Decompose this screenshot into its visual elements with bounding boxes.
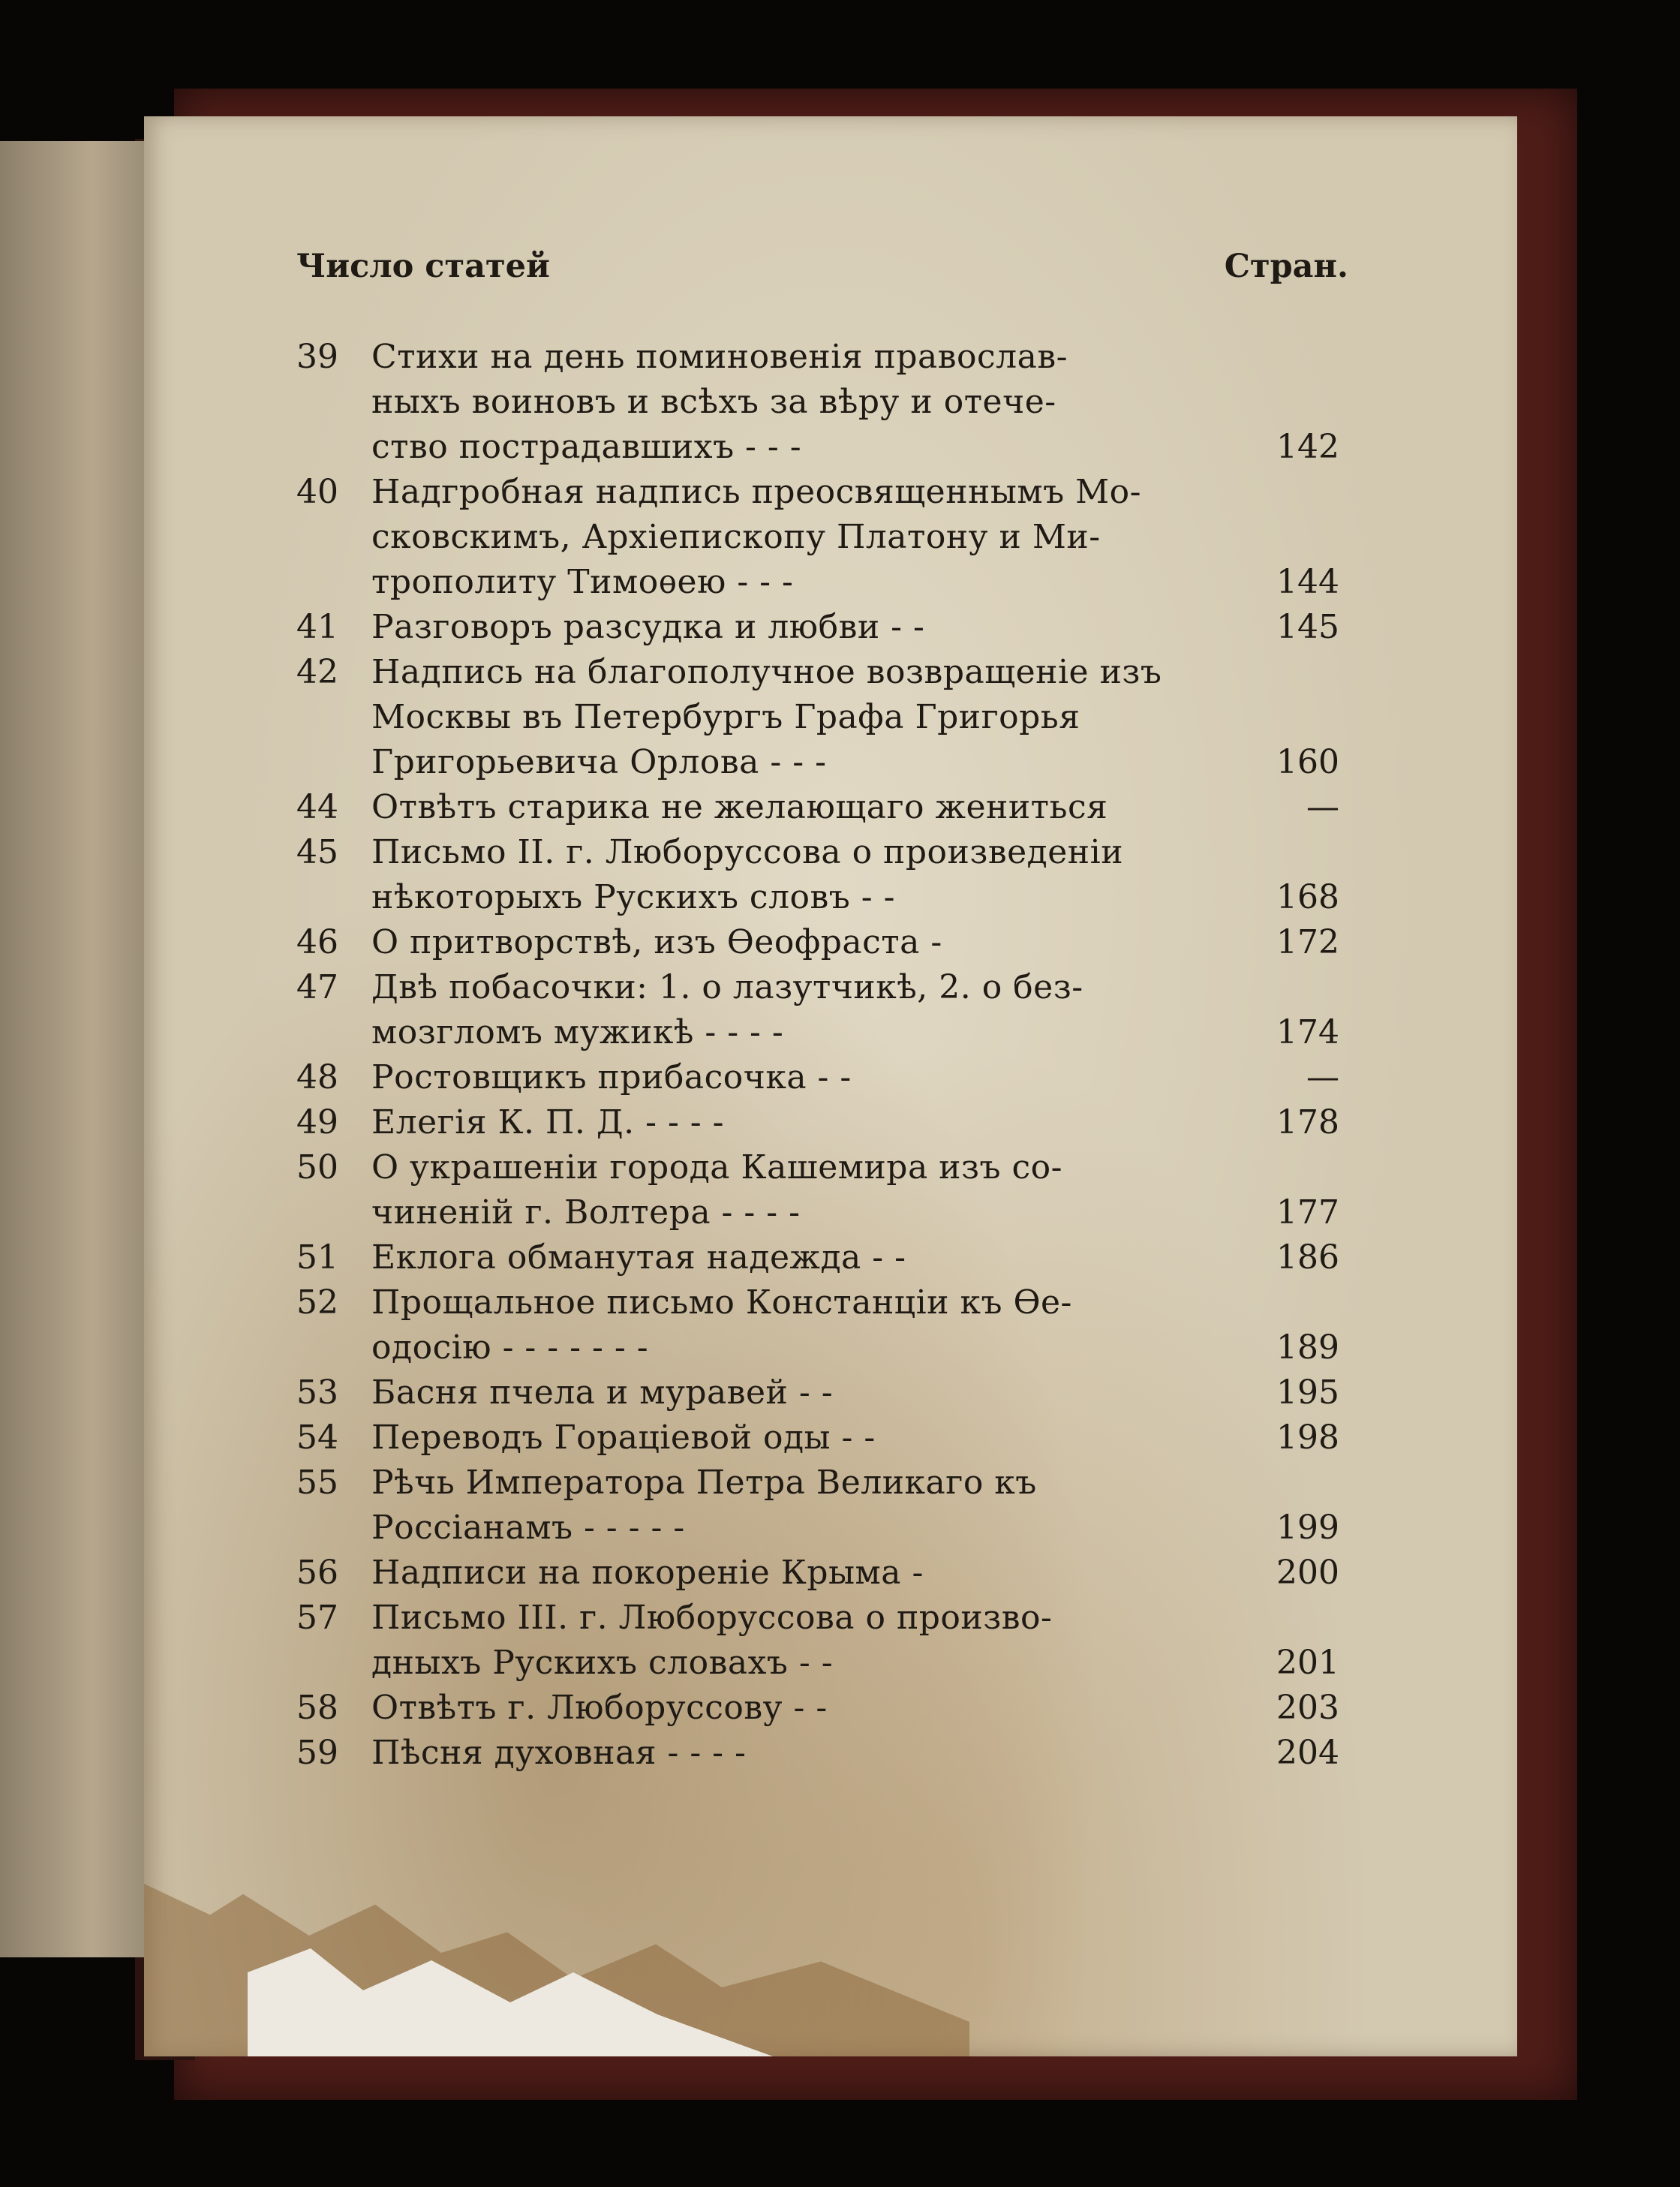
toc-line bbox=[296, 1238, 1339, 1283]
entry-number: 55 bbox=[296, 1464, 338, 1502]
toc-entry bbox=[296, 1058, 1339, 1103]
toc-entry bbox=[296, 1464, 1339, 1554]
toc-line bbox=[296, 968, 1339, 1013]
toc-entry bbox=[296, 653, 1339, 788]
entry-title: Пѣсня духовная - - - - bbox=[371, 1734, 747, 1772]
entry-number: 58 bbox=[296, 1689, 338, 1727]
entry-title: Надгробная надпись преосвященнымъ Мо- bbox=[371, 473, 1142, 511]
toc-line bbox=[296, 428, 1339, 473]
toc-entry bbox=[296, 1103, 1339, 1148]
toc-line bbox=[296, 1464, 1339, 1509]
toc-entry bbox=[296, 1418, 1339, 1464]
entry-page-number: 174 bbox=[1276, 1013, 1339, 1051]
toc-entry bbox=[296, 1599, 1339, 1689]
entry-number: 45 bbox=[296, 833, 338, 871]
toc-line bbox=[296, 338, 1339, 383]
entry-number: 42 bbox=[296, 653, 338, 691]
entry-number: 52 bbox=[296, 1283, 338, 1322]
toc-line bbox=[296, 1328, 1339, 1373]
entry-page-number: 199 bbox=[1276, 1509, 1339, 1547]
entry-title: сковскимъ, Архіепископу Платону и Ми- bbox=[371, 518, 1101, 556]
toc-line bbox=[296, 1283, 1339, 1328]
entry-number: 46 bbox=[296, 923, 338, 961]
toc-entry bbox=[296, 788, 1339, 833]
entry-title: чиненій г. Волтера - - - - bbox=[371, 1193, 801, 1232]
entry-page-number: 198 bbox=[1276, 1418, 1339, 1457]
entry-title: нѣкоторыхъ Рускихъ словъ - - bbox=[371, 878, 895, 916]
entry-title: Надпись на благополучное возвращеніе изъ bbox=[371, 653, 1162, 691]
toc-entry bbox=[296, 1689, 1339, 1734]
toc-entry bbox=[296, 1554, 1339, 1599]
toc-line bbox=[296, 743, 1339, 788]
entry-title: Двѣ побасочки: 1. о лазутчикѣ, 2. о без- bbox=[371, 968, 1083, 1006]
toc-line bbox=[296, 563, 1339, 608]
toc-entry bbox=[296, 1373, 1339, 1418]
entry-page-number: 142 bbox=[1276, 428, 1339, 466]
toc-entry bbox=[296, 473, 1339, 608]
entry-title: дныхъ Рускихъ словахъ - - bbox=[371, 1644, 834, 1682]
toc-entry bbox=[296, 968, 1339, 1058]
toc-line bbox=[296, 1013, 1339, 1058]
entry-title: Стихи на день поминовенія православ- bbox=[371, 338, 1068, 376]
entry-number: 57 bbox=[296, 1599, 338, 1637]
toc-line bbox=[296, 1373, 1339, 1418]
entry-title: Переводъ Гораціевой оды - - bbox=[371, 1418, 876, 1457]
entry-page-number: 186 bbox=[1276, 1238, 1339, 1277]
entry-number: 59 bbox=[296, 1734, 338, 1772]
entry-page-number: 203 bbox=[1276, 1689, 1339, 1727]
entry-page-number: 178 bbox=[1276, 1103, 1339, 1142]
entry-number: 56 bbox=[296, 1554, 338, 1592]
toc-line bbox=[296, 833, 1339, 878]
toc-entry bbox=[296, 608, 1339, 653]
toc-line bbox=[296, 878, 1339, 923]
entry-title: Рѣчь Императора Петра Великаго къ bbox=[371, 1464, 1037, 1502]
entry-number: 50 bbox=[296, 1148, 338, 1187]
entry-title: трополиту Тимоѳею - - - bbox=[371, 563, 794, 601]
toc-entry bbox=[296, 1734, 1339, 1779]
entry-title: Елегія К. П. Д. - - - - bbox=[371, 1103, 725, 1142]
entry-number: 53 bbox=[296, 1373, 338, 1412]
entry-number: 51 bbox=[296, 1238, 338, 1277]
entry-number: 41 bbox=[296, 608, 338, 646]
entry-number: 49 bbox=[296, 1103, 338, 1142]
entry-title: Разговоръ разсудка и любви - - bbox=[371, 608, 925, 646]
toc-entry bbox=[296, 833, 1339, 923]
entry-title: ныхъ воиновъ и всѣхъ за вѣру и отече- bbox=[371, 383, 1056, 421]
entry-page-number: 204 bbox=[1276, 1734, 1339, 1772]
toc-entries bbox=[296, 338, 1339, 1779]
entry-title: Отвѣтъ г. Любоpуссову - - bbox=[371, 1689, 828, 1727]
entry-page-number: 160 bbox=[1276, 743, 1339, 781]
entry-title: Отвѣтъ старика не желающаго жениться bbox=[371, 788, 1108, 826]
entry-title: О украшеніи города Кашемира изъ со- bbox=[371, 1148, 1062, 1187]
toc-line bbox=[296, 608, 1339, 653]
toc-line bbox=[296, 383, 1339, 428]
entry-title: Ростовщикъ прибасочка - - bbox=[371, 1058, 852, 1097]
toc-entry bbox=[296, 923, 1339, 968]
toc-line bbox=[296, 1058, 1339, 1103]
entry-number: 39 bbox=[296, 338, 338, 376]
entry-number: 40 bbox=[296, 473, 338, 511]
entry-title: О притворствѣ, изъ Ѳеофраста - bbox=[371, 923, 942, 961]
entry-title: Григорьевича Орлова - - - bbox=[371, 743, 827, 781]
entry-title: Россіанамъ - - - - - bbox=[371, 1509, 685, 1547]
toc-line bbox=[296, 473, 1339, 518]
entry-page-number: 201 bbox=[1276, 1644, 1339, 1682]
entry-page-number: 195 bbox=[1276, 1373, 1339, 1412]
toc-entry bbox=[296, 1238, 1339, 1283]
entry-page-number: 189 bbox=[1276, 1328, 1339, 1367]
toc-line bbox=[296, 1554, 1339, 1599]
toc-line bbox=[296, 1193, 1339, 1238]
entry-page-number: 145 bbox=[1276, 608, 1339, 646]
entry-title: Москвы въ Петербургъ Графа Григорья bbox=[371, 698, 1080, 736]
entry-title: мозгломъ мужикѣ - - - - bbox=[371, 1013, 784, 1051]
toc-line bbox=[296, 1689, 1339, 1734]
entry-number: 47 bbox=[296, 968, 338, 1006]
toc-line bbox=[296, 1734, 1339, 1779]
entry-number: 48 bbox=[296, 1058, 338, 1097]
entry-page-number: — bbox=[1306, 788, 1339, 826]
header-article-number: Число статей bbox=[296, 248, 550, 285]
entry-number: 54 bbox=[296, 1418, 338, 1457]
entry-title: одосію - - - - - - - bbox=[371, 1328, 649, 1367]
entry-title: Прощальное письмо Констанціи къ Ѳе- bbox=[371, 1283, 1072, 1322]
entry-title: Еклога обманутая надежда - - bbox=[371, 1238, 906, 1277]
toc-header bbox=[296, 248, 1348, 338]
entry-page-number: — bbox=[1306, 1058, 1339, 1097]
facing-page bbox=[0, 141, 154, 1957]
toc-line bbox=[296, 1599, 1339, 1644]
entry-title: Надписи на покореніе Крыма - bbox=[371, 1554, 924, 1592]
entry-title: Письмо II. г. Любоpуссова о произведеніи bbox=[371, 833, 1124, 871]
toc-line bbox=[296, 1103, 1339, 1148]
toc-entry bbox=[296, 338, 1339, 473]
toc-line bbox=[296, 923, 1339, 968]
entry-number: 44 bbox=[296, 788, 338, 826]
toc-line bbox=[296, 788, 1339, 833]
toc-line bbox=[296, 1509, 1339, 1554]
toc-line bbox=[296, 1148, 1339, 1193]
entry-page-number: 144 bbox=[1276, 563, 1339, 601]
toc-line bbox=[296, 698, 1339, 743]
entry-title: Письмо III. г. Любоpуссова о произво- bbox=[371, 1599, 1053, 1637]
table-of-contents bbox=[296, 248, 1348, 1779]
entry-page-number: 172 bbox=[1276, 923, 1339, 961]
toc-entry bbox=[296, 1148, 1339, 1238]
toc-entry bbox=[296, 1283, 1339, 1373]
entry-page-number: 177 bbox=[1276, 1193, 1339, 1232]
entry-page-number: 168 bbox=[1276, 878, 1339, 916]
toc-line bbox=[296, 1418, 1339, 1464]
entry-page-number: 200 bbox=[1276, 1554, 1339, 1592]
entry-title: Басня пчела и муравей - - bbox=[371, 1373, 834, 1412]
toc-line bbox=[296, 653, 1339, 698]
header-page: Стран. bbox=[1224, 248, 1348, 285]
toc-line bbox=[296, 1644, 1339, 1689]
toc-line bbox=[296, 518, 1339, 563]
entry-title: ство пострадавшихъ - - - bbox=[371, 428, 802, 466]
